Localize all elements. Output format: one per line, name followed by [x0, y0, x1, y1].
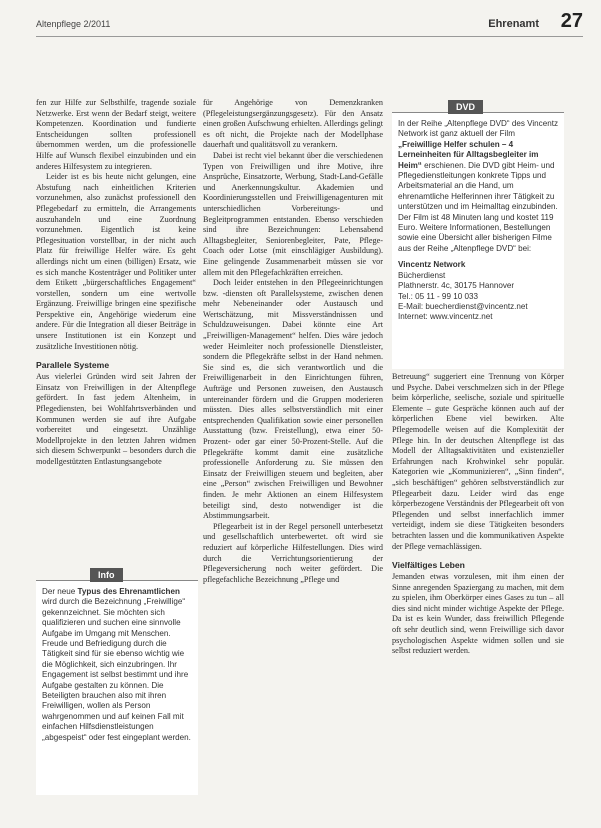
dvd-box: [392, 102, 564, 369]
contact-dept: Bücherdienst: [398, 270, 446, 280]
journal-issue: Altenpflege 2/2011: [36, 19, 111, 29]
info-box-body: [36, 581, 198, 749]
contact-phone: Tel.: 05 11 - 99 10 033: [398, 291, 478, 301]
paragraph: Aus vielerlei Gründen wird seit Jahren der Einsatz von Freiwilligen in der Altenpflege gefördert. In fast jedem Altenheim, in Pflegediensten, bei Wohlfahrtsverbänden und Kommunen werden sie auf ihre Aufgabe vorbereitet und eingesetzt. Unzählige Modellprojekte in den letzten Jahren widmen sich diesem Schwerpunkt – besonders durch die modellgestützten Entlastungsangebote: [36, 372, 196, 466]
paragraph: fen zur Hilfe zur Selbsthilfe, tragende soziale Netzwerke. Erst wenn der Bedarf steigt, weitere Kompetenzen. Koordination und fundierte Entscheidungen sollten professionell übernommen werden, um die professionelle Hilfe auf Wunsch flexibel einzubinden und ein anderes Hilfesystem zu integrieren.: [36, 98, 196, 171]
info-box: [36, 570, 198, 795]
paragraph: Doch leider entstehen in den Pflegeeinrichtungen bzw. -diensten oft Parallelsysteme, zwischen denen mehr Nebeneinander oder Austausch und Wertschätzung, mit Missverständnissen und Schuldzuweisungen. Dabei könnte eine Art „Freiwilligen-Management“ helfen. Dies wäre jedoch weder Heimleiter noch professionelle Dienstleister, sondern die Pflegekräfte selbst in der Hand nehmen. Sie sind es, die sich verantwortlich und die Freiwilligenarbeit in den Einrichtungen führen, Aufträge und Personen zuweisen, den Austausch untereinander fördern und die Gruppen moderieren müssten. Dies alles selbstverständlich mit einer entsprechenden Qualifikation sowie einer personellen Ausstattung (bzw. Freistellung), etwa einer 50-Prozent- oder gar einer 50-Prozent-Stelle. Auf die Pflegekräfte kommt damit eine zusätzliche professionelle Anforderung zu. Sie müssen den Einsatz der Freiwilligen steuern und begleiten, aber eine „Person“ zwischen Freiwilligen und Bewohner finden. Je mehr Aktionen an einem Hilfesystem beteiligt sind, desto notwendiger ist die Abstimmungsarbeit.: [203, 278, 383, 521]
dvd-text: erschienen. Die DVD gibt Heim- und Pflegedienstleitungen konkrete Tipps und Arbeitsmaterial an die Hand, um ehrenamtliche Helferinnen ihrer Tätigkeit zu unterstützen und im Heimalltag einzubinden.: [398, 160, 558, 212]
paragraph: Leider ist es bis heute nicht gelungen, eine Abstufung nach einheitlichen Kriterien vorzunehmen, also zunächst professionell den Pflegebedarf zu ermitteln, die Arrangements auszuhandeln und eine Zuordnung vorzunehmen. Eigentlich ist keine Pflegesituation vorstellbar, in der nicht auch Platz für freiwillige Helfer wäre. Es geht allerdings nicht um einen (billigen) Ersatz, wie es sich manche Kostenträger und Politiker unter dem Etikett „bürgerschaftliches Engagement“ vorstellen, sondern um eine wertvolle Ergänzung. Freiwillige bringen eine spezifische Perspektive ein, Angehörige wiederum eine andere. Für die Integration all dieser Beiträge in unsere Institutionen ist ein Konzept und zusätzliche Investitionen nötig.: [36, 172, 196, 351]
contact-email: E-Mail: buecherdienst@vincentz.net: [398, 301, 528, 311]
subheading-vielfaeltiges-leben: Vielfältiges Leben: [392, 560, 465, 571]
page-header: [0, 0, 601, 40]
info-text-pre: Der neue: [42, 587, 78, 596]
section-title: Ehrenamt: [488, 18, 539, 30]
paragraph: Dabei ist recht viel bekannt über die verschiedenen Typen von Freiwilligen und ihre Motive, ihre Ansprüche, Einsatzorte, Werbung, Stadt-Land-Gefälle und Anerkennungskultur. Akademien und Koordinierungsstellen und Freiwilligenagenturen mit unterschiedlichen Vorbereitungs- und Begleitprogrammen entstanden. Ebenso verschieden sind ihre Bezeichnungen: Lebensabend Alltagsbegleiter, Seniorenbegleiter, Pate, Pflege-Coach oder Lotse (mit einschlägiger Ausbildung). Eine gelingende Zusammenarbeit müssen sie vor allem mit den Pflegefachkräften erreichen.: [203, 150, 383, 277]
paragraph: Betreuung“ suggeriert eine Trennung von Körper und Psyche. Dabei verschmelzen sich in der Pflege beim körperliche, seelische, soziale und spirituelle Elemente – gute Gespräche können auch auf der körperlichen Ebene viel bewirken. Alte Pflegemodelle weisen auf die Komplexität der Pflege hin. In der deutschen Altenpflege ist das Modell der Alltagsaktivitäten und existenzieller Erfahrungen nach Krohwinkel sehr populär. Kategorien wie „Kommunizieren“, „Sinn finden“, „sich beschäftigen“ gehören selbstverständlich zur Pflegearbeit dazu. Leider wird das enge körperbezogene Verständnis der Pflegearbeit oft von Pflegenden und selbst innerfachlich immer verteidigt, indem sie diese Tätigkeiten besonders betrachten lassen und die kommunikativen Aspekte der Pflege vernachlässigen.: [392, 372, 564, 551]
contact-address: Plathnerstr. 4c, 30175 Hannover: [398, 281, 515, 291]
contact-block: [398, 260, 558, 322]
dvd-text: In der Reihe „Altenpflege DVD“ des Vincentz Network ist ganz aktuell der Film: [398, 119, 559, 139]
page-number: 27: [560, 10, 583, 32]
info-text-post: wird durch die Bezeichnung „Freiwillige“ gekennzeichnet. Sie möchten sich qualifizieren und suchen eine sinnvolle Aufgabe im Umgang mit Menschen. Freude und Befriedigung durch die Tätigkeit sind für sie ebenso wichtig wie die Möglichkeit, sich einzubringen. Ihr Engagement ist selbst bestimmt und ihre Aufgabe gestalten zu können. Die Beteiligten brauchen also mit ihren Freiwilligen, wollen als Person wahrgenommen und auf keinen Fall mit einfachen Hilfsdienstleistungen „abgespeist“ oder fest eingeplant werden.: [42, 597, 191, 742]
paragraph: Jemanden etwas vorzulesen, mit ihm einen der Sinne anregenden Spaziergang zu machen, mit dem zu spielen, ihm Oberkörper eines Gases zu tun – all dies sind nicht minder wichtige Aspekte der Pflege. Da ist es kein Wunder, dass freiwillich Pflegende oft sehr deutlich sind, wenn Freiwillige sich davor psychologischen Aspekte widmen sollen und sie selbst reduziert werden.: [392, 572, 564, 656]
dvd-film-title: „Freiwillige Helfer schulen – 4 Lerneinheiten für Alltagsbegleiter im Heim“: [398, 139, 539, 170]
column-right: [392, 372, 564, 828]
info-box-tab: Info: [90, 568, 123, 582]
column-middle: [203, 98, 383, 828]
column-left: [36, 98, 196, 574]
subheading-parallel-systems: Parallele Systeme: [36, 360, 110, 371]
paragraph: für Angehörige von Demenzkranken (Pflegeleistungsergänzungsgesetz). Für den Ansatz einen großen Aufschwung erhielten. Allerdings gelingt es oft nicht, die Projekte nach der Modellphase dauerhaft und qualitätsvoll zu verankern.: [203, 98, 383, 150]
header-rule: [36, 36, 583, 37]
contact-website: Internet: www.vincentz.net: [398, 312, 493, 322]
info-text-bold: Typus des Ehrenamtlichen: [77, 587, 180, 596]
paragraph: Pflegearbeit ist in der Regel personell unterbesetzt und gesellschaftlich unterbewertet. oft wird sie reduziert auf körperliche Hilfestellungen. Dies wird durch die Verrichtungsorientierung der Pflegeversicherung noch weiter gefördert. Die pflegefachliche Bezeichnung „Pflege und: [203, 521, 383, 584]
contact-name: Vincentz Network: [398, 260, 466, 270]
dvd-price-text: Der Film ist 48 Minuten lang und kostet 119 Euro. Weitere Informationen, Bestellungen sowie eine Übersicht aller bisherigen Filme aus der Reihe „Altenpflege DVD“ bei:: [398, 212, 554, 253]
dvd-box-body: [392, 113, 564, 329]
dvd-box-tab: DVD: [448, 100, 483, 114]
